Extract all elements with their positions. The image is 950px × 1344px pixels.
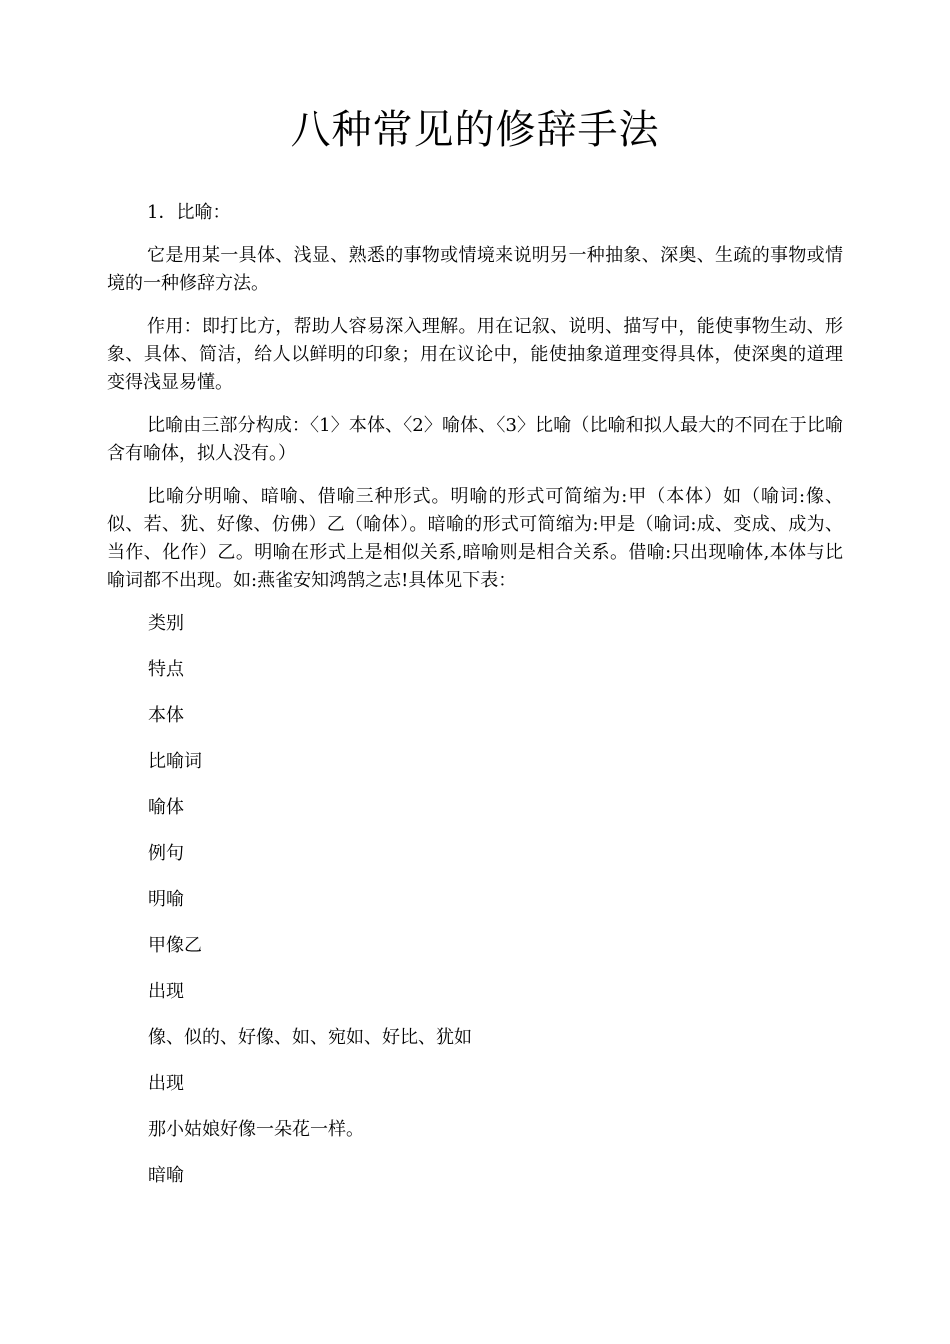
table-cell-simile-example: 那小姑娘好像一朵花一样。 (148, 1119, 364, 1140)
table-cell-header-category: 类别 (148, 613, 184, 634)
table-cell-header-feature: 特点 (148, 659, 184, 680)
table-cell-simile-tenor: 出现 (148, 981, 184, 1002)
table-cell-simile-vehicle: 出现 (148, 1073, 184, 1094)
table-cell-header-tenor: 本体 (148, 705, 184, 726)
document-body (107, 199, 843, 1208)
table-cell-simile-comparator: 像、似的、好像、如、宛如、好比、犹如 (148, 1027, 472, 1048)
flattened-table (107, 610, 843, 1208)
paragraph-components: 比喻由三部分构成：〈1〉本体、〈2〉喻体、〈3〉比喻（比喻和拟人最大的不同在于比喻含有喻体，拟人没有。） (107, 415, 843, 464)
table-cell-header-comparator: 比喻词 (148, 751, 202, 772)
table-cell-header-example: 例句 (148, 843, 184, 864)
table-cell-metaphor-category: 暗喻 (148, 1165, 184, 1186)
paragraph-forms: 比喻分明喻、暗喻、借喻三种形式。明喻的形式可简缩为:甲（本体）如（喻词:像、似、若、犹、好像、仿佛）乙（喻体）。暗喻的形式可简缩为:甲是（喻词:成、变成、成为、当作、化作）乙。明喻在形式上是相似关系,暗喻则是相合关系。借喻:只出现喻体,本体与比喻词都不出现。如:燕雀安知鸿鹄之志!具体见下表： (107, 486, 844, 591)
table-cell-simile-category: 明喻 (148, 889, 184, 910)
paragraph-function: 作用：即打比方，帮助人容易深入理解。用在记叙、说明、描写中，能使事物生动、形象、具体、简洁，给人以鲜明的印象；用在议论中，能使抽象道理变得具体，使深奥的道理变得浅显易懂。 (107, 316, 843, 393)
table-cell-header-vehicle: 喻体 (148, 797, 184, 818)
paragraph-definition: 它是用某一具体、浅显、熟悉的事物或情境来说明另一种抽象、深奥、生疏的事物或情境的一种修辞方法。 (107, 245, 843, 294)
table-cell-simile-feature: 甲像乙 (148, 935, 202, 956)
section-heading: 1．比喻： (147, 202, 231, 223)
document-title: 八种常见的修辞手法 (290, 107, 660, 153)
